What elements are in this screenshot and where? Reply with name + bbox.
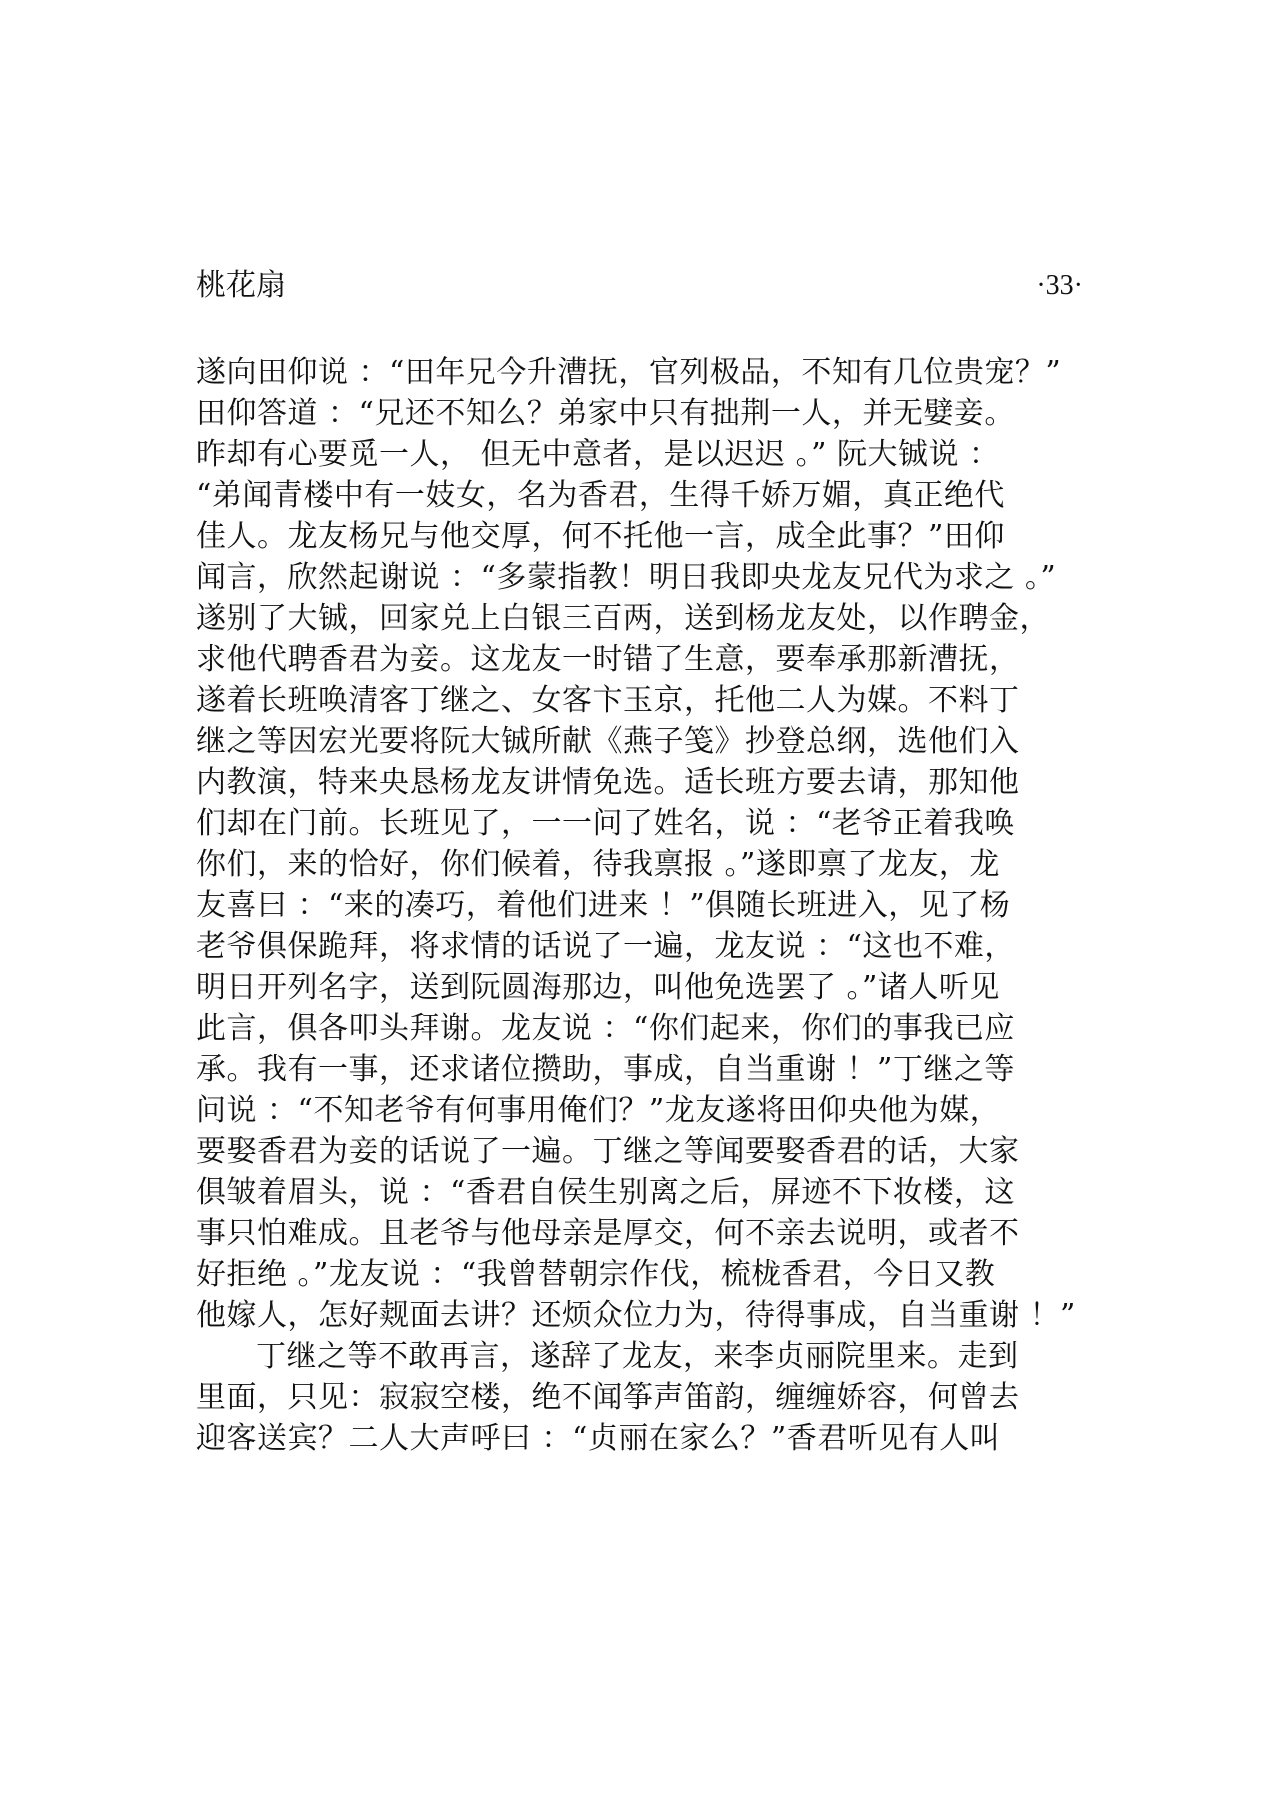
text-line: 他嫁人，怎好觌面去讲？还烦众位力为，待得事成，自当重谢 ！”	[196, 1298, 1076, 1333]
running-header-title: 桃花扇	[196, 268, 286, 303]
text-line: 友喜曰 ：“来的凑巧，着他们进来 ！”俱随长班进入，见了杨	[196, 888, 1011, 923]
text-line: 求他代聘香君为妾。这龙友一时错了生意，要奉承那新漕抚，	[196, 642, 1020, 677]
text-line: 承。我有一事，还求诸位攒助，事成，自当重谢 ！”丁继之等	[196, 1052, 1015, 1087]
text-line: 你们，来的恰好，你们候着，待我禀报 。”遂即禀了龙友，龙	[196, 847, 1000, 882]
text-line: 继之等因宏光要将阮大铖所献《燕子笺》抄登总纲，选他们入	[196, 724, 1020, 759]
text-line: 老爷俱保跪拜，将求情的话说了一遍，龙友说 ：“这也不难，	[196, 929, 1015, 964]
text-line: 此言，俱各叩头拜谢。龙友说 ：“你们起来，你们的事我已应	[196, 1011, 1015, 1046]
text-line: 内教演，特来央恳杨龙友讲情免选。适长班方要去请，那知他	[196, 765, 1020, 800]
text-line: 事只怕难成。且老爷与他母亲是厚交，何不亲去说明，或者不	[196, 1216, 1020, 1251]
paragraph-start-line: 丁继之等不敢再言，遂辞了龙友，来李贞丽院里来。走到	[256, 1339, 1019, 1374]
text-line: 俱皱着眉头，说 ：“香君自侯生别离之后，屏迹不下妆楼，这	[196, 1175, 1015, 1210]
text-line: 遂别了大铖，回家兑上白银三百两，送到杨龙友处，以作聘金，	[196, 601, 1050, 636]
text-line: 闻言，欣然起谢说 ：“多蒙指教！明日我即央龙友兄代为求之 。”	[196, 560, 1057, 595]
text-line: 昨却有心要觅一人， 但无中意者，是以迟迟 。” 阮大铖说 ：	[196, 437, 1000, 472]
text-line: 们却在门前。长班见了，一一问了姓名，说 ：“老爷正着我唤	[196, 806, 1015, 841]
body-text	[196, 352, 1096, 1459]
text-line: “弟闻青楼中有一妓女，名为香君，生得千娇万媚，真正绝代	[196, 478, 1005, 513]
text-line: 明日开列名字，送到阮圆海那边，叫他免选罢了 。”诸人听见	[196, 970, 1000, 1005]
text-line: 要娶香君为妾的话说了一遍。丁继之等闻要娶香君的话，大家	[196, 1134, 1020, 1169]
text-line: 佳人。龙友杨兄与他交厚，何不托他一言，成全此事？”田仰	[196, 519, 1005, 554]
text-line: 田仰答道 ：“兄还不知么？弟家中只有拙荆一人，并无嬖妾。	[196, 396, 1015, 431]
text-line: 遂向田仰说 ：“田年兄今升漕抚，官列极品，不知有几位贵宠？”	[196, 355, 1062, 390]
text-line: 好拒绝 。”龙友说 ：“我曾替朝宗作伐，梳栊香君，今日又教	[196, 1257, 996, 1292]
text-line: 遂着长班唤清客丁继之、女客卞玉京，托他二人为媒。不料丁	[196, 683, 1020, 718]
page-number: ·33·	[1036, 270, 1083, 301]
text-line: 迎客送宾？二人大声呼曰 ：“贞丽在家么？”香君听见有人叫	[196, 1421, 1001, 1456]
text-line: 里面，只见：寂寂空楼，绝不闻筝声笛韵，缠缠娇容，何曾去	[196, 1380, 1020, 1415]
text-line: 问说 ：“不知老爷有何事用俺们？”龙友遂将田仰央他为媒，	[196, 1093, 1001, 1128]
